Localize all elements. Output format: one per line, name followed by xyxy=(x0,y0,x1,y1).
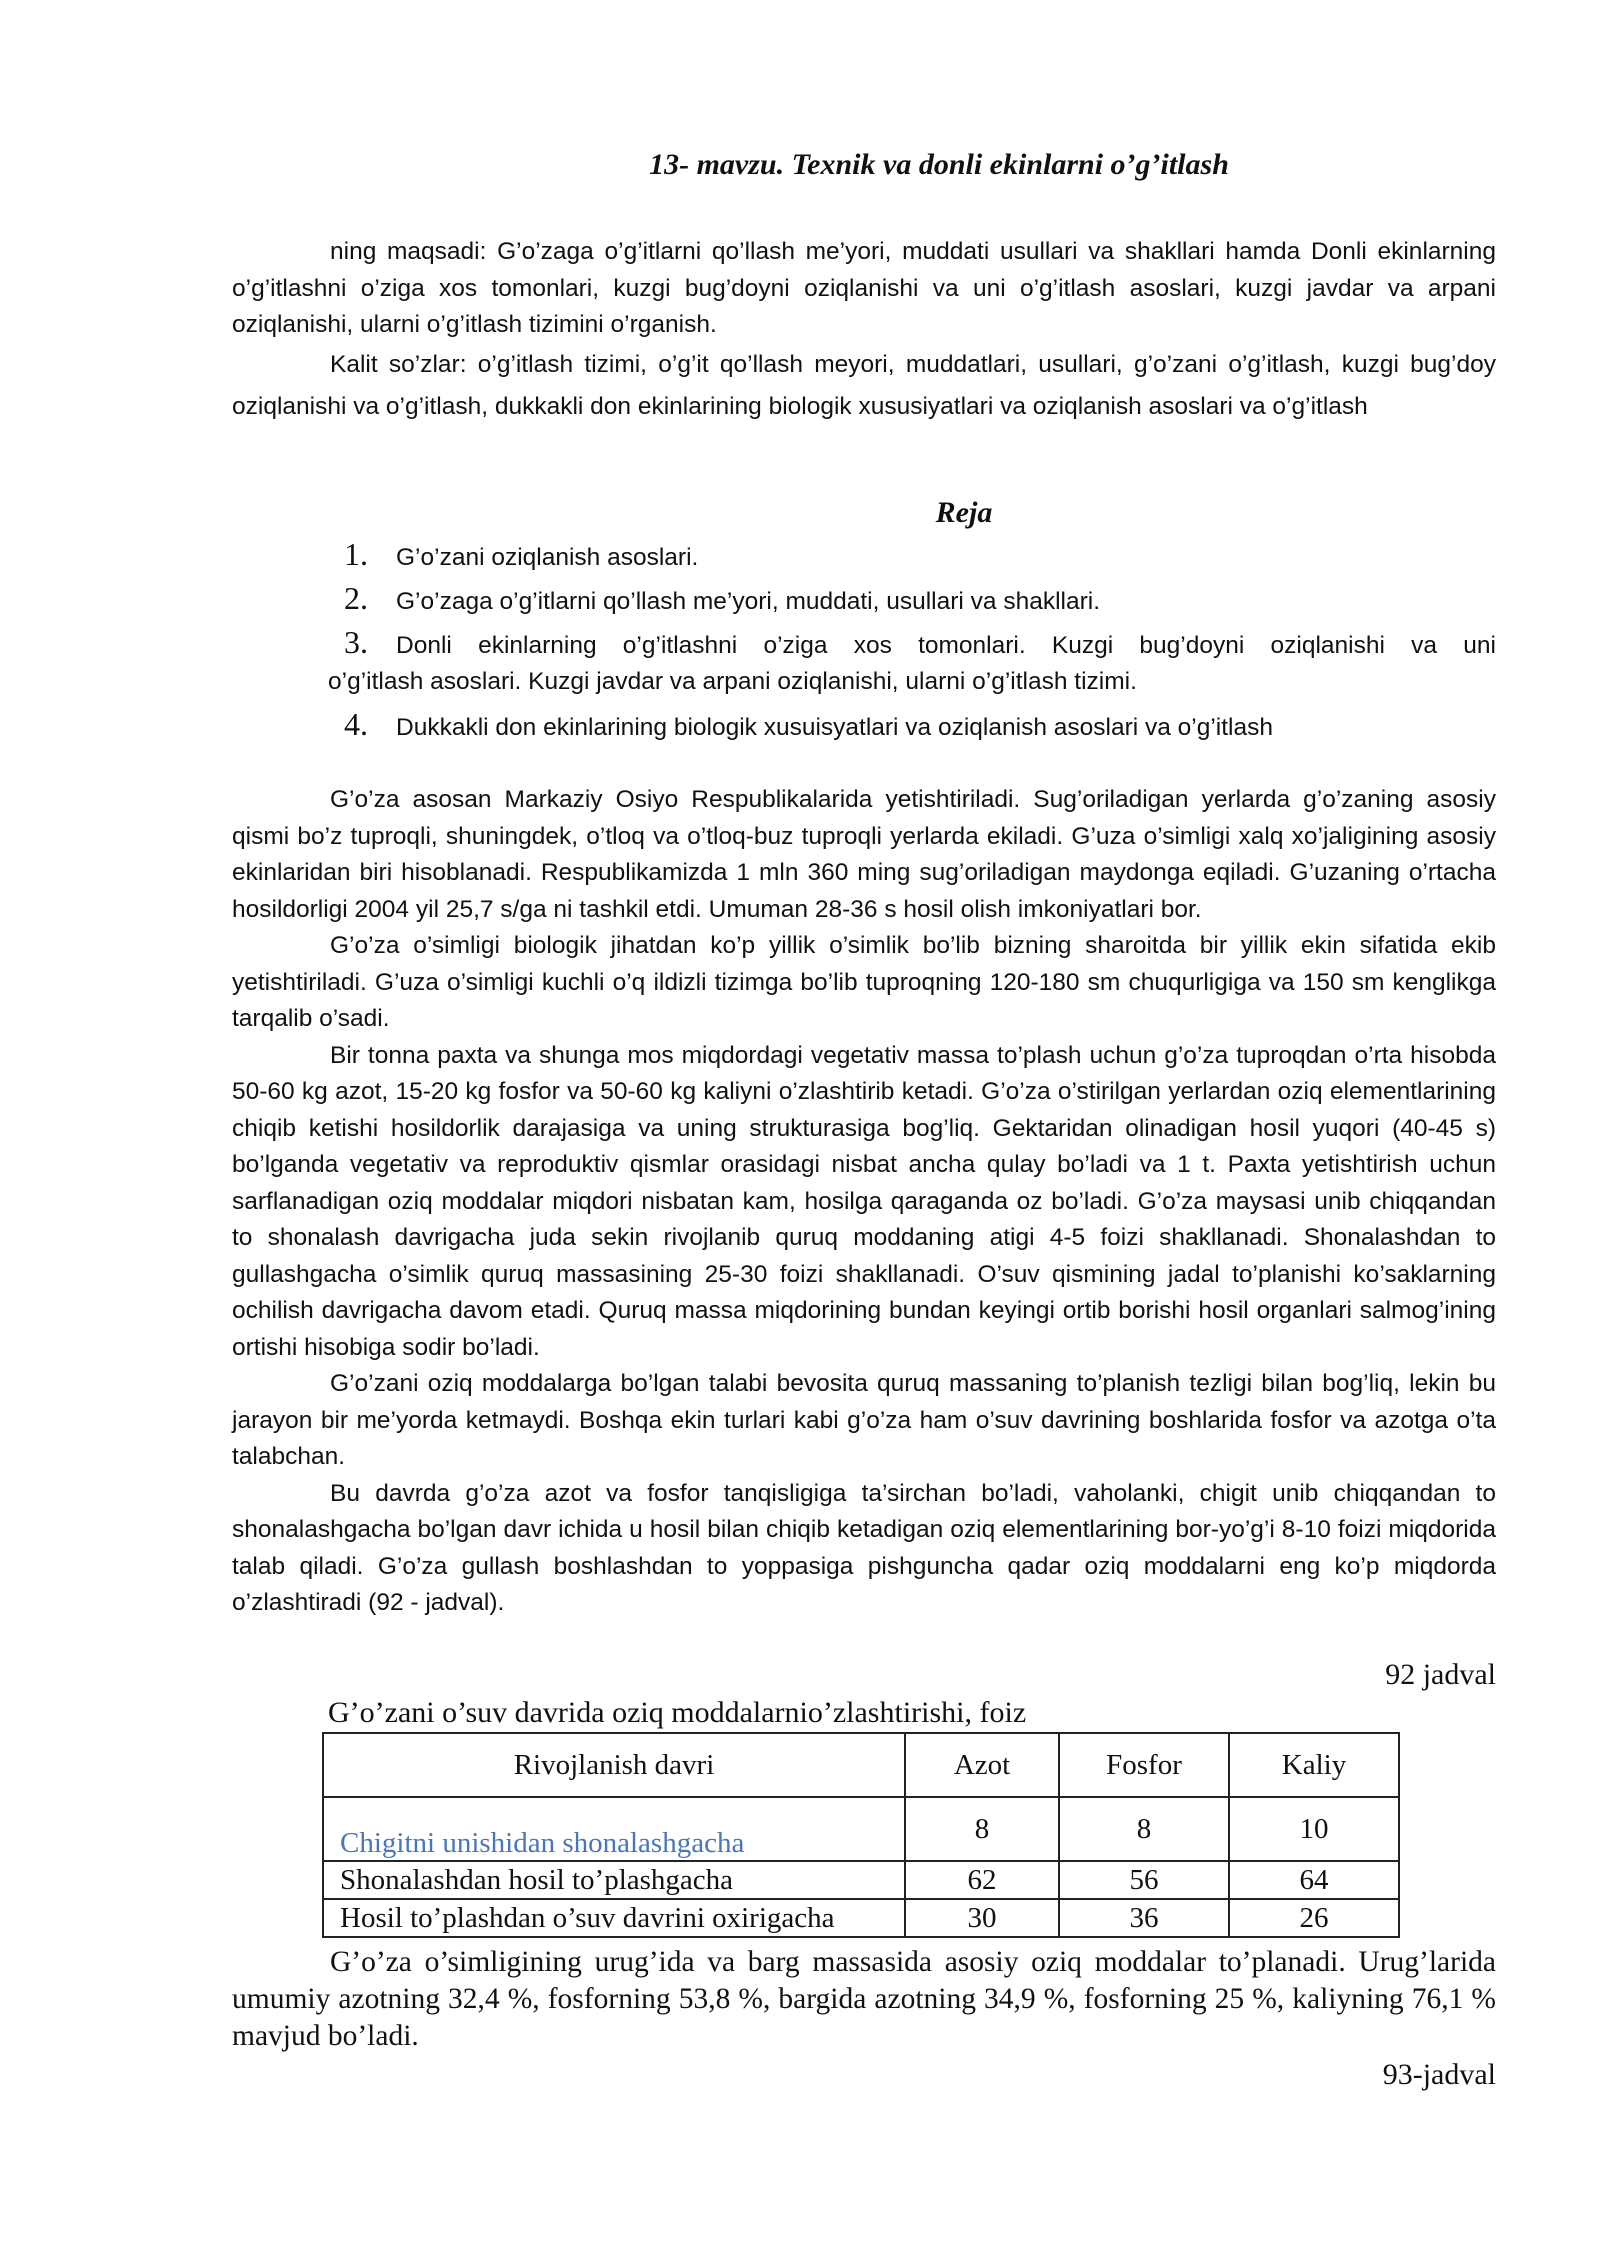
column-header: Azot xyxy=(905,1733,1059,1797)
row-period: Hosil to’plashdan o’suv davrini oxirigacha xyxy=(323,1899,905,1937)
cell-fosfor: 8 xyxy=(1059,1797,1229,1861)
plan-item-number: 3. xyxy=(344,624,368,660)
plan-item-number: 2. xyxy=(344,580,368,616)
plan-list xyxy=(328,536,1496,750)
table-93-label: 93-jadval xyxy=(1382,2058,1496,2091)
page-title: 13- mavzu. Texnik va donli ekinlarni o’g’itlash xyxy=(649,148,1229,181)
plan-item xyxy=(328,624,1496,664)
plan-item-continuation: o’g’itlash asoslari. Kuzgi javdar va arpani oziqlanishi, ularni o’g’itlash tizimi. xyxy=(328,668,1137,695)
column-header: Kaliy xyxy=(1229,1733,1399,1797)
row-period: Chigitni unishidan shonalashgacha xyxy=(323,1797,905,1861)
plan-item-text: Donli ekinlarning o’g’itlashni o’ziga xos tomonlari. Kuzgi bug’doyni oziqlanishi va uni xyxy=(396,632,1496,659)
cell-fosfor: 56 xyxy=(1059,1861,1229,1899)
plan-item-text: G’o’zani oziqlanish asoslari. xyxy=(396,544,699,571)
intro-keywords: Kalit so’zlar: o’g’itlash tizimi, o’g’it qo’llash meyori, muddatlari, usullari, g’o’zani o’g’itlash, kuzgi bug’doy oziqlanishi va o’g’itlash, dukkakli don ekinlarining biologik xususiyatlari va oziqlanish asoslari va o’g’itlash xyxy=(232,350,1496,420)
table-92-label: 92 jadval xyxy=(1385,1658,1496,1691)
plan-heading: Reja xyxy=(935,496,993,529)
plan-item-text: G’o’zaga o’g’itlarni qo’llash me’yori, muddati, usullari va shakllari. xyxy=(396,588,1101,615)
plan-item-number: 1. xyxy=(344,536,368,572)
plan-item-number: 4. xyxy=(344,706,368,742)
column-header: Rivojlanish davri xyxy=(323,1733,905,1797)
cell-azot: 30 xyxy=(905,1899,1059,1937)
plan-item xyxy=(328,536,1496,580)
plan-item-text: Dukkakli don ekinlarining biologik xusuisyatlari va oziqlanish asoslari va o’g’itlash xyxy=(396,714,1273,741)
body-paragraph: Bu davrda g’o’za azot va fosfor tanqisligiga ta’sirchan bo’ladi, vaholanki, chigit unib chiqqandan to shonalashgacha bo’lgan davr ichida u hosil bilan chiqib ketadigan oziq elementlarining bor-yo’g’i 8-10 foizi miqdorida talab qiladi. G’o’za gullash boshlashdan to yoppasiga pishguncha qadar oziq moddalarni eng ko’p miqdorda o’zlashtiradi (92 - jadval). xyxy=(232,1479,1496,1616)
cell-kaliy: 64 xyxy=(1229,1861,1399,1899)
intro-section xyxy=(232,234,1496,428)
table-92-caption: G’o’zani o’suv davrida oziq moddalarnio’zlashtirishi, foiz xyxy=(328,1696,1027,1729)
body-text xyxy=(232,782,1496,1622)
cell-azot: 8 xyxy=(905,1797,1059,1861)
intro-goal: ning maqsadi: G’o’zaga o’g’itlarni qo’llash me’yori, muddati usullari va shakllari hamda Donli ekinlarning o’g’itlashni o’ziga xos tomonlari, kuzgi bug’doyni oziqlanishi va uni o’g’itlash asoslari, kuzgi javdar va arpani oziqlanishi, ularni o’g’itlash tizimini o’rganish. xyxy=(232,238,1496,338)
table-row xyxy=(323,1899,1399,1937)
cell-fosfor: 36 xyxy=(1059,1899,1229,1937)
closing-paragraph: G’o’za o’simligining urug’ida va barg massasida asosiy oziq moddalar to’planadi. Urug’larida umumiy azotning 32,4 %, fosforning 53,8 %, bargida azotning 34,9 %, fosforning 25 %, kaliyning 76,1 % mavjud bo’ladi. xyxy=(232,1946,1496,2052)
cell-azot: 62 xyxy=(905,1861,1059,1899)
plan-item xyxy=(328,706,1496,750)
body-paragraph: G’o’zani oziq moddalarga bo’lgan talabi bevosita quruq massaning to’planish tezligi bilan bog’liq, lekin bu jarayon bir me’yorda ketmaydi. Boshqa ekin turlari kabi g’o’za ham o’suv davrining boshlarida fosfor va azotga o’ta talabchan. xyxy=(232,1370,1496,1470)
body-paragraph: Bir tonna paxta va shunga mos miqdordagi vegetativ massa to’plash uchun g’o’za tuproqdan o’rta hisobda 50-60 kg azot, 15-20 kg fosfor va 50-60 kg kaliyni o’zlashtirib ketadi. G’o’za o’stirilgan yerlardan oziq elementlarining chiqib ketishi hosildorlik darajasiga va uning strukturasiga bog’liq. Gektaridan olinadigan hosil yuqori (40-45 s) bo’lganda vegetativ va reproduktiv qismlar orasidagi nisbat ancha qulay bo’ladi va 1 t. Paxta yetishtirish uchun sarflanadigan oziq moddalar miqdori nisbatan kam, hosilga qaraganda oz bo’ladi. G’o’za maysasi unib chiqqandan to shonalash davrigacha juda sekin rivojlanib quruq moddaning atigi 4-5 foizi shakllanadi. Shonalashdan to gullashgacha o’simlik quruq massasining 25-30 foizi shakllanadi. O’suv qismining jadal to’planishi ko’saklarning ochilish davrigacha davom etadi. Quruq massa miqdorining bundan keyingi ortib borishi hosil organlari salmog’ining ortishi hisobiga sodir bo’ladi. xyxy=(232,1041,1496,1361)
cell-kaliy: 26 xyxy=(1229,1899,1399,1937)
column-header: Fosfor xyxy=(1059,1733,1229,1797)
table-header-row xyxy=(323,1733,1399,1797)
cell-kaliy: 10 xyxy=(1229,1797,1399,1861)
body-paragraph: G’o’za o’simligi biologik jihatdan ko’p yillik o’simlik bo’lib bizning sharoitda bir yillik ekin sifatida ekib yetishtiriladi. G’uza o’simligi kuchli o’q ildizli tizimga bo’lib tuproqning 120-180 sm chuqurligiga va 150 sm kenglikga tarqalib o’sadi. xyxy=(232,932,1496,1032)
table-row xyxy=(323,1797,1399,1861)
closing-section xyxy=(232,1944,1496,2055)
plan-item xyxy=(328,580,1496,624)
table-row xyxy=(323,1861,1399,1899)
table-92 xyxy=(322,1732,1400,1938)
body-paragraph: G’o’za asosan Markaziy Osiyo Respublikalarida yetishtiriladi. Sug’oriladigan yerlarda g’o’zaning asosiy qismi bo’z tuproqli, shuningdek, o’tloq va o’tloq-buz tuproqli yerlarda ekiladi. G’uza o’simligi xalq xo’jaligining asosiy ekinlaridan biri hisoblanadi. Respublikamizda 1 mln 360 ming sug’oriladigan maydonga eqiladi. G’uzaning o’rtacha hosildorligi 2004 yil 25,7 s/ga ni tashkil etdi. Umuman 28-36 s hosil olish imkoniyatlari bor. xyxy=(232,786,1496,923)
row-period: Shonalashdan hosil to’plashgacha xyxy=(323,1861,905,1899)
